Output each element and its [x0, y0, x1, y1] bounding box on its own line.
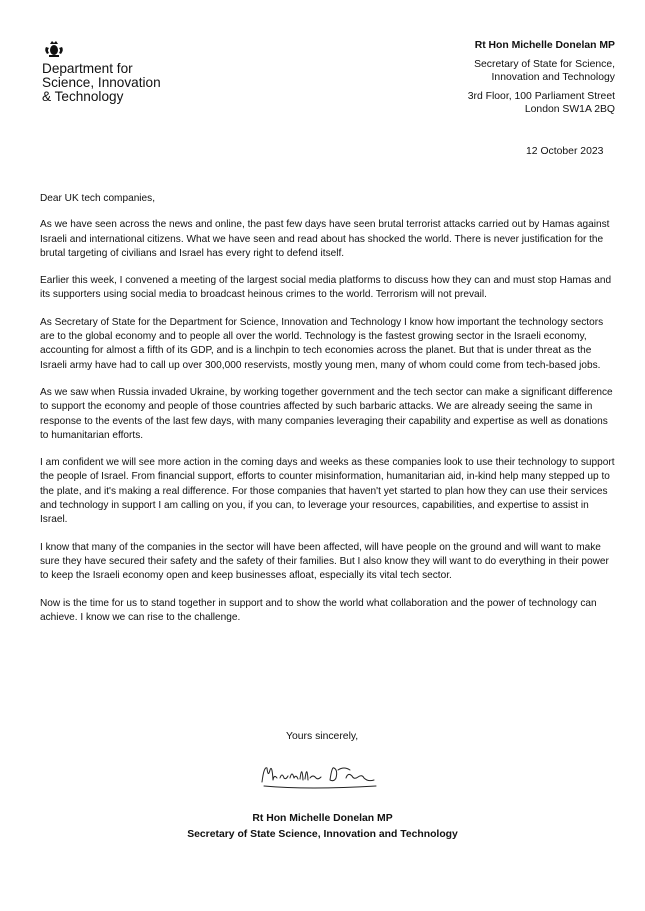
signatory-role: Secretary of State Science, Innovation and Technology: [187, 829, 458, 840]
royal-crest-icon: [42, 39, 66, 59]
department-name-line: Science, Innovation: [42, 75, 161, 91]
letter-body: [40, 192, 615, 638]
signature: [258, 756, 388, 796]
sender-address-line: London SW1A 2BQ: [524, 104, 615, 115]
department-name-line: & Technology: [42, 89, 124, 105]
sender-role-line: Secretary of State for Science,: [474, 59, 615, 70]
department-name: [42, 62, 202, 105]
salutation: Dear UK tech companies,: [40, 193, 156, 204]
signatory-name: Rt Hon Michelle Donelan MP: [252, 813, 393, 824]
body-paragraph: As Secretary of State for the Department for Science, Innovation and Technology I know how important the technology sectors are to the global economy and to people all over the world. Technology is the fastest growing sector in the Israeli economy, accounting for almost a fifth of its GDP, and is a linchpin to tech economies across the planet. But that is under threat as the Israeli army have had to call up over 300,000 reservists, mostly young men, many of whom could come from tech-based jobs.: [40, 316, 604, 371]
body-paragraph: I know that many of the companies in the sector will have been affected, will have people on the ground and will want to make sure they have secured their safety and the safety of their families. But I also know they will want to do everything in their power to keep the Israeli economy open and keep businesses afloat, especially its vital tech sector.: [40, 541, 609, 582]
closing: Yours sincerely,: [286, 731, 359, 742]
sender-address-line: 3rd Floor, 100 Parliament Street: [467, 91, 615, 102]
sender-block: [385, 39, 615, 116]
body-paragraph: Earlier this week, I convened a meeting of the largest social media platforms to discuss how they can and must stop Hamas and its supporters using social media to broadcast heinous crimes to the world. Terrorism will not prevail.: [40, 275, 612, 301]
department-logo: [42, 39, 202, 105]
body-paragraph: As we saw when Russia invaded Ukraine, by working together government and the tech sector can make a significant difference to support the economy and people of those countries affected by such barbaric attacks. We are already seeing the same in response to the events of the last few days, with many companies leveraging their capability and expertise as well as donations to humanitarian efforts.: [40, 386, 613, 441]
sender-role-line: Innovation and Technology: [491, 72, 615, 83]
letter-date: 12 October 2023: [526, 146, 604, 157]
body-paragraph: As we have seen across the news and online, the past few days have seen brutal terrorist attacks carried out by Hamas against Israeli and international citizens. What we have seen and read about has shocked the world. There is never justification for the brutal targeting of civilians and Israel has every right to defend itself.: [40, 219, 610, 259]
sender-role: [385, 58, 615, 84]
handwritten-signature-icon: [258, 756, 388, 796]
sender-name: Rt Hon Michelle Donelan MP: [474, 40, 615, 51]
body-paragraph: Now is the time for us to stand together in support and to show the world what collaboration and the power of technology can achieve. I know we can rise to the challenge.: [40, 597, 597, 623]
department-name-line: Department for: [42, 61, 133, 76]
sender-address: [385, 90, 615, 116]
body-paragraph: I am confident we will see more action in the coming days and weeks as these companies look to use their technology to support the people of Israel. From financial support, efforts to counter misinformation, humanitarian aid, in-kind help many stepped up to the plate, and it's making a real difference. For those companies that haven't yet started to plan how they can use their services and technology in support I am calling on you, if you can, to leverage your resources, capabilities, and expertise to assist in Israel.: [40, 457, 615, 526]
